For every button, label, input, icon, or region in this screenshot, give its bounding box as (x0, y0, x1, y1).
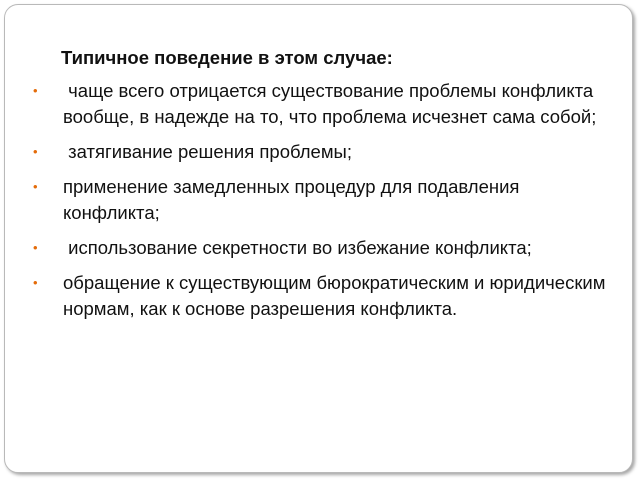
bullet-item (31, 139, 617, 165)
slide-heading: Типичное поведение в этом случае: (61, 47, 393, 68)
bullet-text: использование секретности во избежание конфликта; (63, 237, 532, 258)
bullet-item (31, 270, 617, 322)
bullet-text: применение замедленных процедур для подавления конфликта; (63, 176, 525, 223)
bullet-dot-icon: • (33, 83, 38, 98)
slide-content (31, 45, 617, 331)
bullet-list (31, 78, 617, 322)
bullet-dot-icon: • (33, 275, 38, 290)
slide-frame (4, 4, 633, 473)
bullet-text: обращение к существующим бюрократическим и юридическим нормам, как к основе разрешения конфликта. (63, 272, 611, 319)
bullet-dot-icon: • (33, 240, 38, 255)
bullet-item (31, 78, 617, 130)
bullet-text: чаще всего отрицается существование проблемы конфликта вообще, в надежде на то, что проблема исчезнет сама собой; (63, 80, 599, 127)
bullet-text: затягивание решения проблемы; (63, 141, 352, 162)
bullet-item (31, 174, 617, 226)
bullet-dot-icon: • (33, 144, 38, 159)
bullet-item (31, 235, 617, 261)
bullet-dot-icon: • (33, 179, 38, 194)
